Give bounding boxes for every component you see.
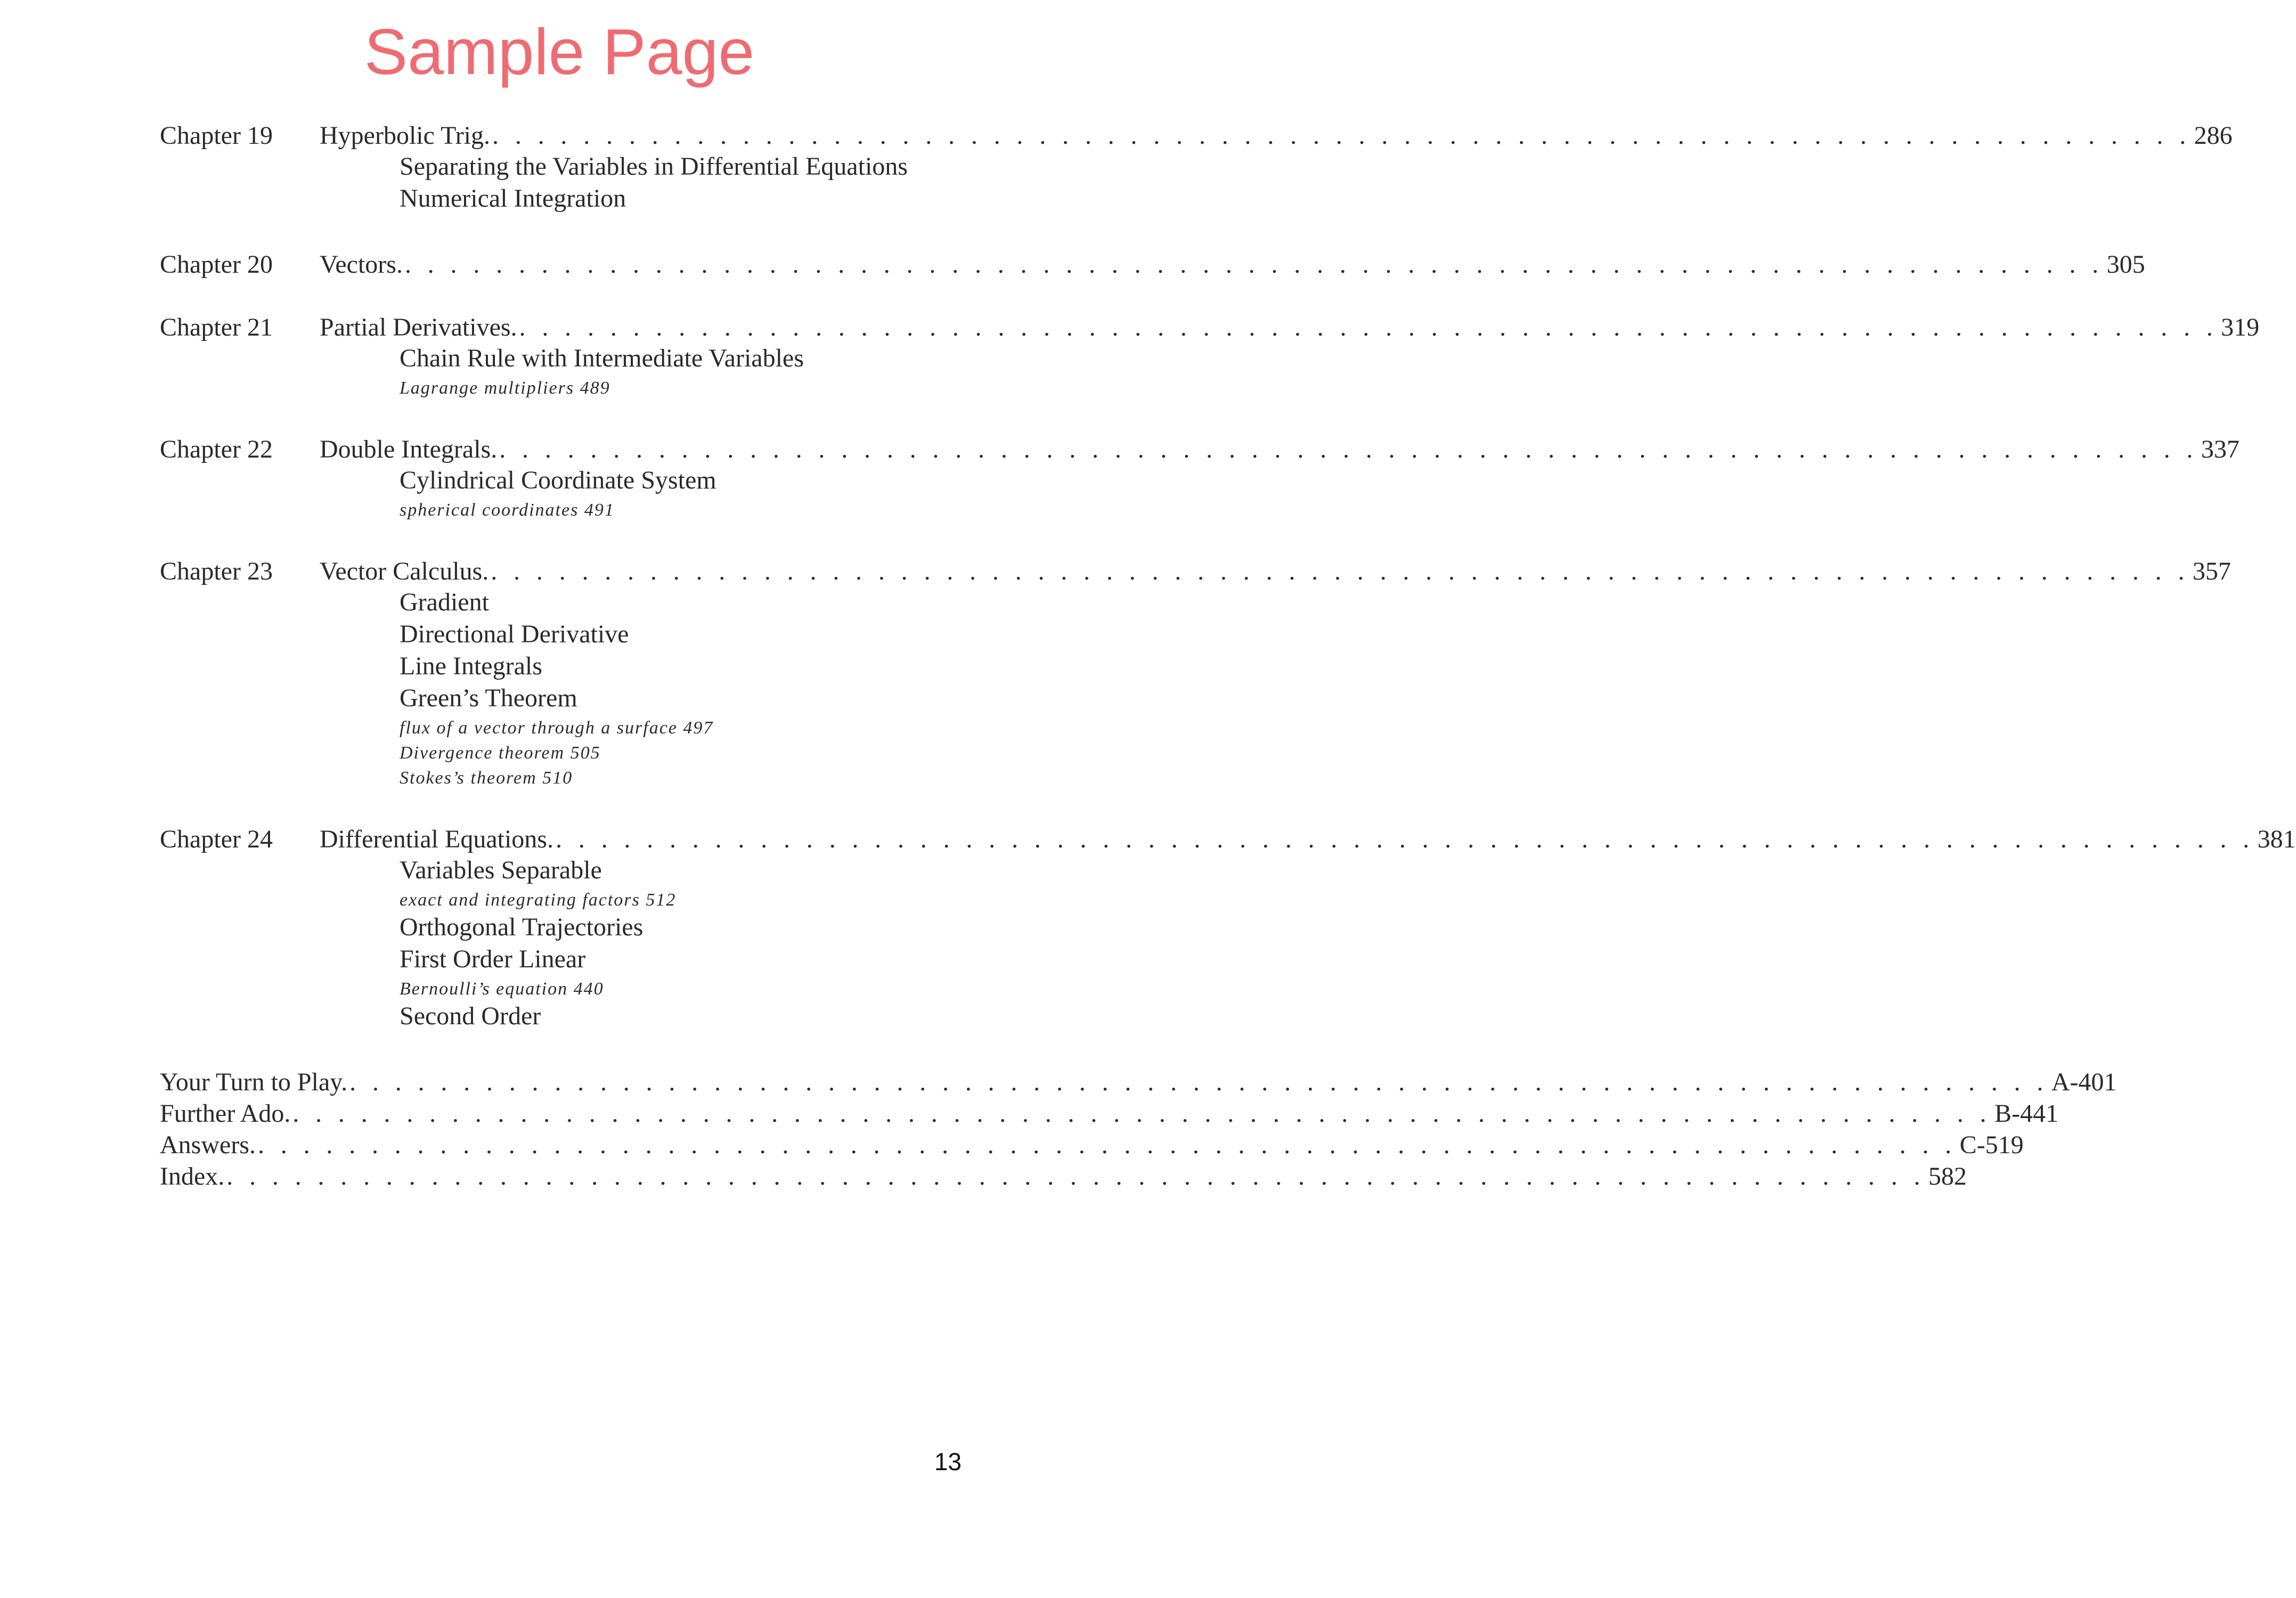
section-entry: Second Order bbox=[400, 1002, 541, 1030]
chapter-5-dot-leader: . . . . . . . . . . . . . . . . . . . . . . . . . . . . . . . . . . . . . . . . . . . . . . . . . . . . . . . . . . . . . . . . . . . . . . . . . . . bbox=[555, 825, 2254, 853]
chapter-4-label: Chapter 23 bbox=[160, 557, 273, 585]
chapter-4-page-number: 357 bbox=[2192, 557, 2231, 585]
index-note: Lagrange multipliers 489 bbox=[400, 378, 610, 398]
appendix-0-title: Your Turn to Play. bbox=[160, 1068, 348, 1096]
chapter-1-title: Vectors. bbox=[320, 250, 403, 279]
appendix-1-dot-leader: . . . . . . . . . . . . . . . . . . . . . . . . . . . . . . . . . . . . . . . . . . . . . . . . . . . . . . . . . . . . . . . . . . . . . . . . . . . bbox=[292, 1099, 1991, 1128]
chapter-3-leader bbox=[320, 434, 2240, 465]
section-entry: Variables Separable bbox=[400, 856, 602, 884]
chapter-5-title: Differential Equations. bbox=[320, 825, 553, 853]
index-note: Divergence theorem 505 bbox=[400, 743, 601, 763]
chapter-1-row bbox=[160, 249, 2145, 280]
section-entry: Green’s Theorem bbox=[400, 684, 577, 712]
chapter-0-title: Hyperbolic Trig. bbox=[320, 121, 491, 150]
appendix-3-dot-leader: . . . . . . . . . . . . . . . . . . . . . . . . . . . . . . . . . . . . . . . . . . . . . . . . . . . . . . . . . . . . . . . . . . . . . . . . . . . bbox=[226, 1162, 1925, 1191]
appendix-0-leader bbox=[160, 1067, 2117, 1098]
appendix-3-page-number: 582 bbox=[1928, 1162, 1967, 1191]
index-note: exact and integrating factors 512 bbox=[400, 890, 677, 910]
chapter-2-leader bbox=[320, 312, 2260, 343]
chapter-3-title: Double Integrals. bbox=[320, 435, 498, 463]
appendix-0-dot-leader: . . . . . . . . . . . . . . . . . . . . . . . . . . . . . . . . . . . . . . . . . . . . . . . . . . . . . . . . . . . . . . . . . . . . . . . . . . . bbox=[349, 1068, 2048, 1096]
chapter-2-row bbox=[160, 312, 2260, 343]
appendix-2-row bbox=[160, 1130, 2024, 1161]
appendix-0-page-number: A-401 bbox=[2051, 1068, 2117, 1096]
appendix-3-leader bbox=[160, 1161, 1967, 1192]
appendix-2-title: Answers. bbox=[160, 1131, 256, 1159]
section-entry: First Order Linear bbox=[400, 945, 586, 973]
chapter-3-dot-leader: . . . . . . . . . . . . . . . . . . . . . . . . . . . . . . . . . . . . . . . . . . . . . . . . . . . . . . . . . . . . . . . . . . . . . . . . . . . bbox=[499, 435, 2198, 463]
chapter-3-label: Chapter 22 bbox=[160, 435, 273, 463]
appendix-2-dot-leader: . . . . . . . . . . . . . . . . . . . . . . . . . . . . . . . . . . . . . . . . . . . . . . . . . . . . . . . . . . . . . . . . . . . . . . . . . . . bbox=[257, 1131, 1957, 1159]
chapter-0-label: Chapter 19 bbox=[160, 121, 273, 150]
section-entry: Line Integrals bbox=[400, 652, 542, 680]
index-note: spherical coordinates 491 bbox=[400, 500, 615, 520]
chapter-5-row bbox=[160, 824, 2296, 855]
section-entry: Separating the Variables in Differential Equations bbox=[400, 152, 908, 181]
chapter-2-dot-leader: . . . . . . . . . . . . . . . . . . . . . . . . . . . . . . . . . . . . . . . . . . . . . . . . . . . . . . . . . . . . . . . . . . . . . . . . . . . bbox=[519, 313, 2218, 341]
section-entry: Gradient bbox=[400, 588, 489, 616]
section-entry: Directional Derivative bbox=[400, 620, 629, 648]
appendix-1-row bbox=[160, 1098, 2058, 1129]
chapter-1-leader bbox=[320, 249, 2145, 280]
chapter-5-leader bbox=[320, 824, 2296, 855]
chapter-2-page-number: 319 bbox=[2221, 313, 2260, 341]
chapter-4-leader bbox=[320, 556, 2231, 587]
appendix-3-title: Index. bbox=[160, 1162, 225, 1191]
appendix-1-title: Further Ado. bbox=[160, 1099, 291, 1128]
appendix-2-page-number: C-519 bbox=[1959, 1131, 2024, 1159]
chapter-1-page-number: 305 bbox=[2106, 250, 2145, 279]
chapter-0-page-number: 286 bbox=[2194, 121, 2233, 150]
chapter-2-label: Chapter 21 bbox=[160, 313, 273, 341]
page-number: 13 bbox=[934, 1448, 962, 1475]
index-note: flux of a vector through a surface 497 bbox=[400, 718, 714, 738]
appendix-3-row bbox=[160, 1161, 1967, 1192]
chapter-5-label: Chapter 24 bbox=[160, 825, 273, 853]
chapter-4-dot-leader: . . . . . . . . . . . . . . . . . . . . . . . . . . . . . . . . . . . . . . . . . . . . . . . . . . . . . . . . . . . . . . . . . . . . . . . . . . . bbox=[491, 557, 2189, 585]
appendix-0-row bbox=[160, 1067, 2117, 1098]
chapter-4-title: Vector Calculus. bbox=[320, 557, 489, 585]
chapter-0-dot-leader: . . . . . . . . . . . . . . . . . . . . . . . . . . . . . . . . . . . . . . . . . . . . . . . . . . . . . . . . . . . . . . . . . . . . . . . . . . . bbox=[492, 121, 2191, 150]
section-entry: Cylindrical Coordinate System bbox=[400, 466, 717, 494]
chapter-1-label: Chapter 20 bbox=[160, 250, 273, 279]
chapter-3-page-number: 337 bbox=[2201, 435, 2240, 463]
chapter-2-title: Partial Derivatives. bbox=[320, 313, 517, 341]
appendix-1-leader bbox=[160, 1098, 2058, 1129]
chapter-3-row bbox=[160, 434, 2240, 465]
chapter-1-dot-leader: . . . . . . . . . . . . . . . . . . . . . . . . . . . . . . . . . . . . . . . . . . . . . . . . . . . . . . . . . . . . . . . . . . . . . . . . . . . bbox=[404, 250, 2104, 279]
section-entry: Chain Rule with Intermediate Variables bbox=[400, 344, 804, 372]
section-entry: Orthogonal Trajectories bbox=[400, 913, 644, 941]
chapter-5-page-number: 381 bbox=[2257, 825, 2296, 853]
chapter-0-row bbox=[160, 120, 2233, 151]
sample-page-watermark: Sample Page bbox=[364, 15, 755, 88]
appendix-2-leader bbox=[160, 1130, 2024, 1161]
section-entry: Numerical Integration bbox=[400, 184, 626, 213]
appendix-1-page-number: B-441 bbox=[1994, 1099, 2058, 1128]
index-note: Bernoulli’s equation 440 bbox=[400, 979, 604, 999]
chapter-0-leader bbox=[320, 120, 2233, 151]
index-note: Stokes’s theorem 510 bbox=[400, 768, 573, 788]
chapter-4-row bbox=[160, 556, 2231, 587]
